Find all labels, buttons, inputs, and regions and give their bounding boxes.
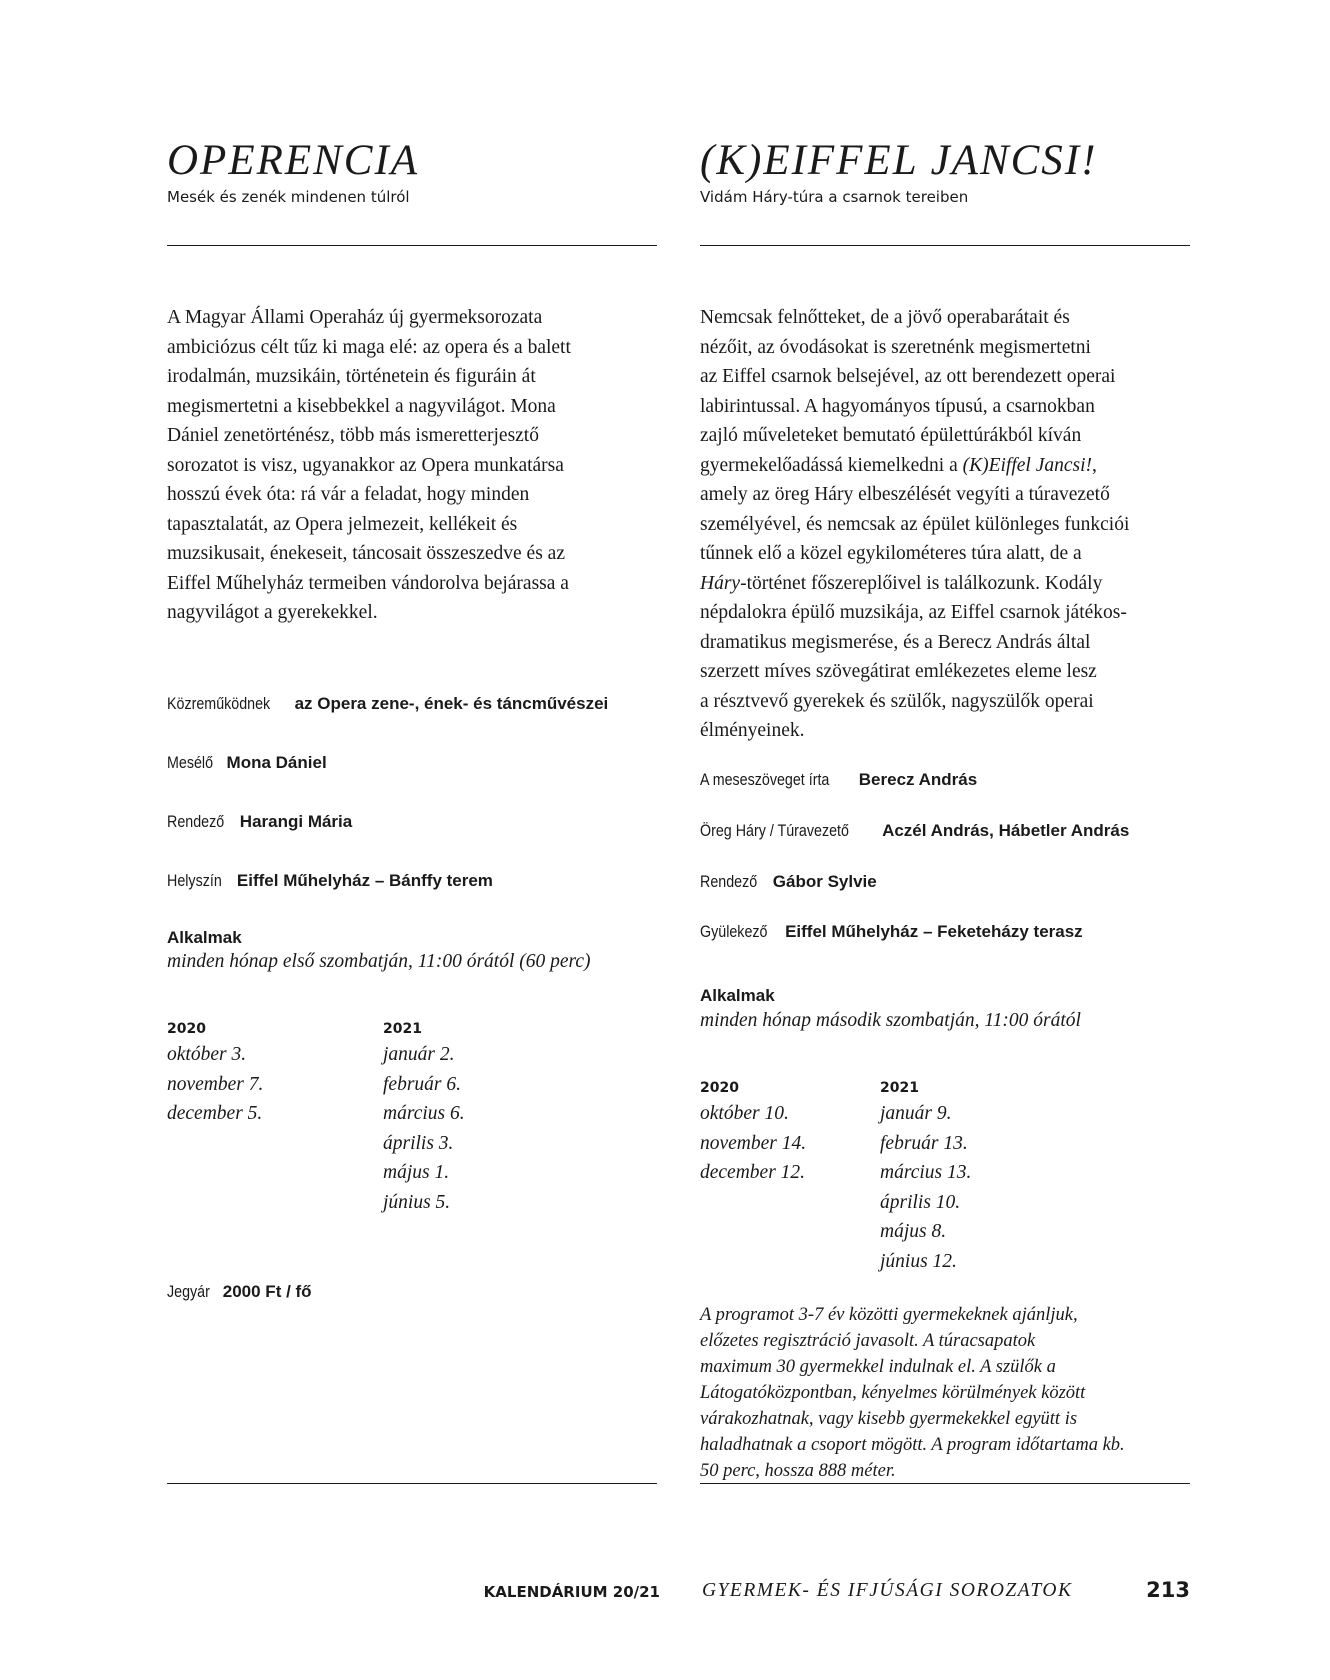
credit-label: Öreg Háry / Túravezető: [700, 821, 849, 840]
date-item: április 10.: [880, 1191, 961, 1213]
body-segment: -történet főszereplőivel is találkozunk. Kodály népdalokra épülő muzsikája, az Eiffel csarnok játékos- dramatikus megismerése, és a Berecz András által szerzett míves szövegátirat emlékezetes eleme lesz a résztvevő gyerekek és szülők, nagyszülők operai élményeinek.: [700, 572, 1127, 741]
left-title: OPERENCIA: [167, 137, 420, 184]
right-title: (K)EIFFEL JANCSI!: [700, 137, 1098, 184]
credit-value: Mona Dániel: [226, 753, 327, 772]
credit-value: Aczél András, Hábetler András: [882, 821, 1130, 840]
credit-label: Rendező: [167, 812, 225, 831]
date-item: január 2.: [383, 1044, 455, 1065]
credit-label: Mesélő: [167, 753, 214, 772]
left-bottom-rule: [167, 1483, 657, 1484]
date-item: március 6.: [383, 1103, 465, 1124]
date-item: február 6.: [383, 1073, 461, 1095]
date-item: október 3.: [167, 1044, 247, 1065]
date-item: február 13.: [880, 1132, 968, 1154]
price-value: 2000 Ft / fő: [222, 1282, 312, 1301]
right-credit-writer: [700, 770, 977, 790]
left-year-2021: 2021: [383, 1021, 422, 1037]
right-body-text: [700, 303, 1190, 746]
right-dates-2021: [880, 1099, 971, 1276]
footer-publication: KALENDÁRIUM 20/21: [483, 1583, 660, 1601]
credit-value: az Opera zene-, ének- és táncművészei: [294, 694, 609, 713]
date-item: május 8.: [880, 1221, 947, 1242]
body-italic-title: (K)Eiffel Jancsi!: [962, 454, 1093, 476]
date-item: június 5.: [383, 1191, 451, 1213]
credit-label: A meseszöveget írta: [700, 770, 830, 789]
body-italic-name: Háry: [700, 572, 741, 594]
left-credit-director: [167, 812, 352, 832]
right-subtitle: Vidám Háry-túra a csarnok tereiben: [700, 188, 969, 206]
credit-value: Harangi Mária: [239, 812, 353, 831]
left-credit-narrator: [167, 753, 327, 773]
left-credit-venue: [167, 871, 493, 891]
date-item: október 10.: [700, 1103, 789, 1124]
date-item: május 1.: [383, 1162, 450, 1183]
right-dates-2020: [700, 1099, 806, 1188]
date-item: december 12.: [700, 1162, 806, 1183]
right-top-rule: [700, 245, 1190, 246]
credit-value: Gábor Sylvie: [772, 872, 877, 891]
right-year-2021: 2021: [880, 1080, 919, 1096]
page-number: 213: [1146, 1578, 1190, 1602]
right-credit-director: [700, 872, 877, 892]
credit-value: Eiffel Műhelyház – Bánffy terem: [236, 871, 493, 890]
date-item: november 7.: [167, 1073, 264, 1095]
left-dates-2021: [383, 1040, 465, 1217]
body-segment: Nemcsak felnőtteket, de a jövő operabarátait és nézőit, az óvodásokat is szeretnénk megismertetni az Eiffel csarnok belsejével, az ott berendezett operai labirintussal. A hagyományos típusú, a csarnokban zajló műveleteket bemutató épülettúrákból kíván gyermekelőadássá kiemelkedni a: [700, 307, 1116, 476]
credit-value: Berecz András: [858, 770, 978, 789]
right-bottom-rule: [700, 1483, 1190, 1484]
left-credit-performers: [167, 694, 608, 714]
credit-label: Rendező: [700, 872, 758, 891]
credit-label: Helyszín: [167, 871, 222, 890]
credit-label: Közreműködnek: [167, 694, 271, 713]
right-occasions-heading: Alkalmak: [700, 986, 775, 1005]
footer-series-title: GYERMEK- ÉS IFJÚSÁGI SOROZATOK: [702, 1580, 1073, 1601]
date-item: december 5.: [167, 1103, 263, 1124]
credit-label: Gyülekező: [700, 922, 768, 941]
left-ticket-price: [167, 1282, 312, 1302]
right-program-note: A programot 3-7 év közötti gyermekeknek ajánljuk, előzetes regisztráció javasolt. A túracsapatok maximum 30 gyermekkel indulnak el. A szülők a Látogatóközpontban, kényelmes körülmények között várakozhatnak, vagy kisebb gyermekekkel együtt is haladhatnak a csoport mögött. A program időtartama kb. 50 perc, hossza 888 méter.: [700, 1305, 1125, 1481]
credit-value: Eiffel Műhelyház – Feketeházy terasz: [785, 922, 1083, 941]
left-dates-2020: [167, 1040, 263, 1129]
body-segment: , amely az öreg Háry elbeszélését vegyíti a túravezető személyével, és nemcsak az épület különleges funkciói tűnnek elő a közel egykilométeres túra alatt, de a: [700, 454, 1130, 564]
date-item: június 12.: [880, 1250, 957, 1272]
date-item: november 14.: [700, 1132, 807, 1154]
left-top-rule: [167, 245, 657, 246]
right-occasions-text: minden hónap második szombatján, 11:00 órától: [700, 1010, 1081, 1031]
left-occasions-text: minden hónap első szombatján, 11:00 órától (60 perc): [167, 951, 591, 972]
right-year-2020: 2020: [700, 1080, 739, 1096]
left-body-text: A Magyar Állami Operaház új gyermeksorozata ambiciózus célt tűz ki maga elé: az opera és a balett irodalmán, muzsikáin, történetein és figuráin át megismertetni a kisebbekkel a nagyvilágot. Mona Dániel zenetörténész, több más ismeretterjesztő sorozatot is visz, ugyanakkor az Opera munkatársa hosszú évek óta: rá vár a feladat, hogy minden tapasztalatát, az Opera jelmezeit, kellékeit és muzsikusait, énekeseit, táncosait összeszedve és az Eiffel Műhelyház termeiben vándorolva bejárassa a nagyvilágot a gyerekekkel.: [167, 307, 571, 623]
date-item: március 13.: [880, 1162, 972, 1183]
left-subtitle: Mesék és zenék mindenen túlról: [167, 188, 410, 206]
price-label: Jegyár: [167, 1282, 210, 1301]
date-item: április 3.: [383, 1132, 454, 1154]
right-credit-meeting-point: [700, 922, 1083, 942]
right-credit-guide: [700, 821, 1129, 841]
date-item: január 9.: [880, 1103, 952, 1124]
left-year-2020: 2020: [167, 1021, 206, 1037]
left-occasions-heading: Alkalmak: [167, 928, 242, 947]
